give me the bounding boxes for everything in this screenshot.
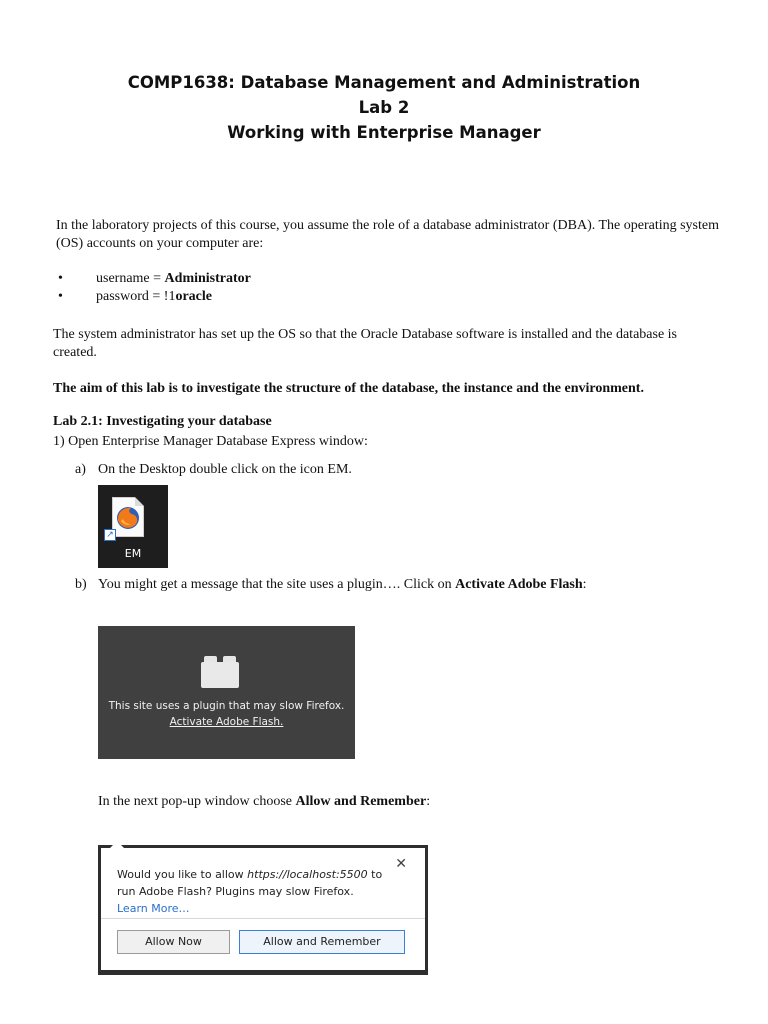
bullet-icon: • — [58, 271, 63, 286]
step-b-label: b) — [75, 577, 87, 592]
popup-message: Would you like to allow https://localhost:5500 to run Adobe Flash? Plugins may slow Firefox. Learn More… — [117, 868, 383, 915]
bullet-icon: • — [58, 289, 63, 304]
allow-remember-bold: Allow and Remember — [295, 794, 427, 809]
list-item — [58, 288, 251, 306]
sysadmin-paragraph: The system administrator has set up the OS so that the Oracle Database software is installed and the database is created. — [53, 327, 677, 360]
flash-message-block — [98, 698, 355, 730]
username-value: Administrator — [164, 271, 251, 286]
step-a-label: a) — [75, 462, 86, 477]
step-b-colon: : — [582, 577, 587, 592]
plugin-icon — [201, 656, 239, 688]
flash-message: This site uses a plugin that may slow Firefox. — [108, 700, 345, 712]
em-icon-label: EM — [124, 547, 142, 560]
step-a — [75, 461, 352, 479]
allow-and-remember-button[interactable]: Allow and Remember — [239, 930, 405, 954]
learn-more-link[interactable]: Learn More… — [117, 902, 190, 915]
step-a-text: On the Desktop double click on the icon EM. — [98, 462, 352, 477]
password-value: oracle — [175, 289, 212, 304]
next-popup-instruction: In the next pop-up window choose Allow and Remember: — [98, 794, 431, 809]
intro-paragraph: In the laboratory projects of this course, you assume the role of a database administrator (DBA). The operating system (OS) accounts on your computer are: — [56, 218, 719, 251]
title-lab: Lab 2 — [358, 98, 410, 117]
step-b-text: You might get a message that the site uses a plugin…. Click on — [98, 577, 456, 592]
flash-permission-popup — [98, 845, 428, 975]
title-course: COMP1638: Database Management and Administration — [127, 73, 641, 92]
em-desktop-icon[interactable] — [98, 485, 168, 568]
close-icon[interactable]: ✕ — [395, 856, 407, 872]
divider — [101, 918, 425, 919]
step-1: 1) Open Enterprise Manager Database Express window: — [53, 434, 368, 449]
firefox-icon — [115, 505, 141, 531]
flash-plugin-notice — [98, 626, 355, 759]
password-label: password = !1 — [96, 289, 176, 304]
allow-now-button[interactable]: Allow Now — [117, 930, 230, 954]
document-title — [0, 70, 768, 145]
section-heading: Lab 2.1: Investigating your database — [53, 414, 272, 429]
account-list — [58, 270, 251, 306]
activate-flash-link[interactable]: Activate Adobe Flash. — [169, 716, 284, 728]
title-topic: Working with Enterprise Manager — [227, 123, 541, 142]
step-b — [75, 576, 587, 594]
popup-arrow-icon — [110, 841, 124, 848]
step-b-bold: Activate Adobe Flash — [455, 577, 583, 592]
aim-statement: The aim of this lab is to investigate the structure of the database, the instance and the environment. — [53, 381, 644, 396]
username-label: username = — [96, 271, 165, 286]
popup-url: https://localhost:5500 — [247, 868, 368, 881]
list-item — [58, 270, 251, 288]
shortcut-arrow-icon: ↗ — [104, 529, 116, 541]
